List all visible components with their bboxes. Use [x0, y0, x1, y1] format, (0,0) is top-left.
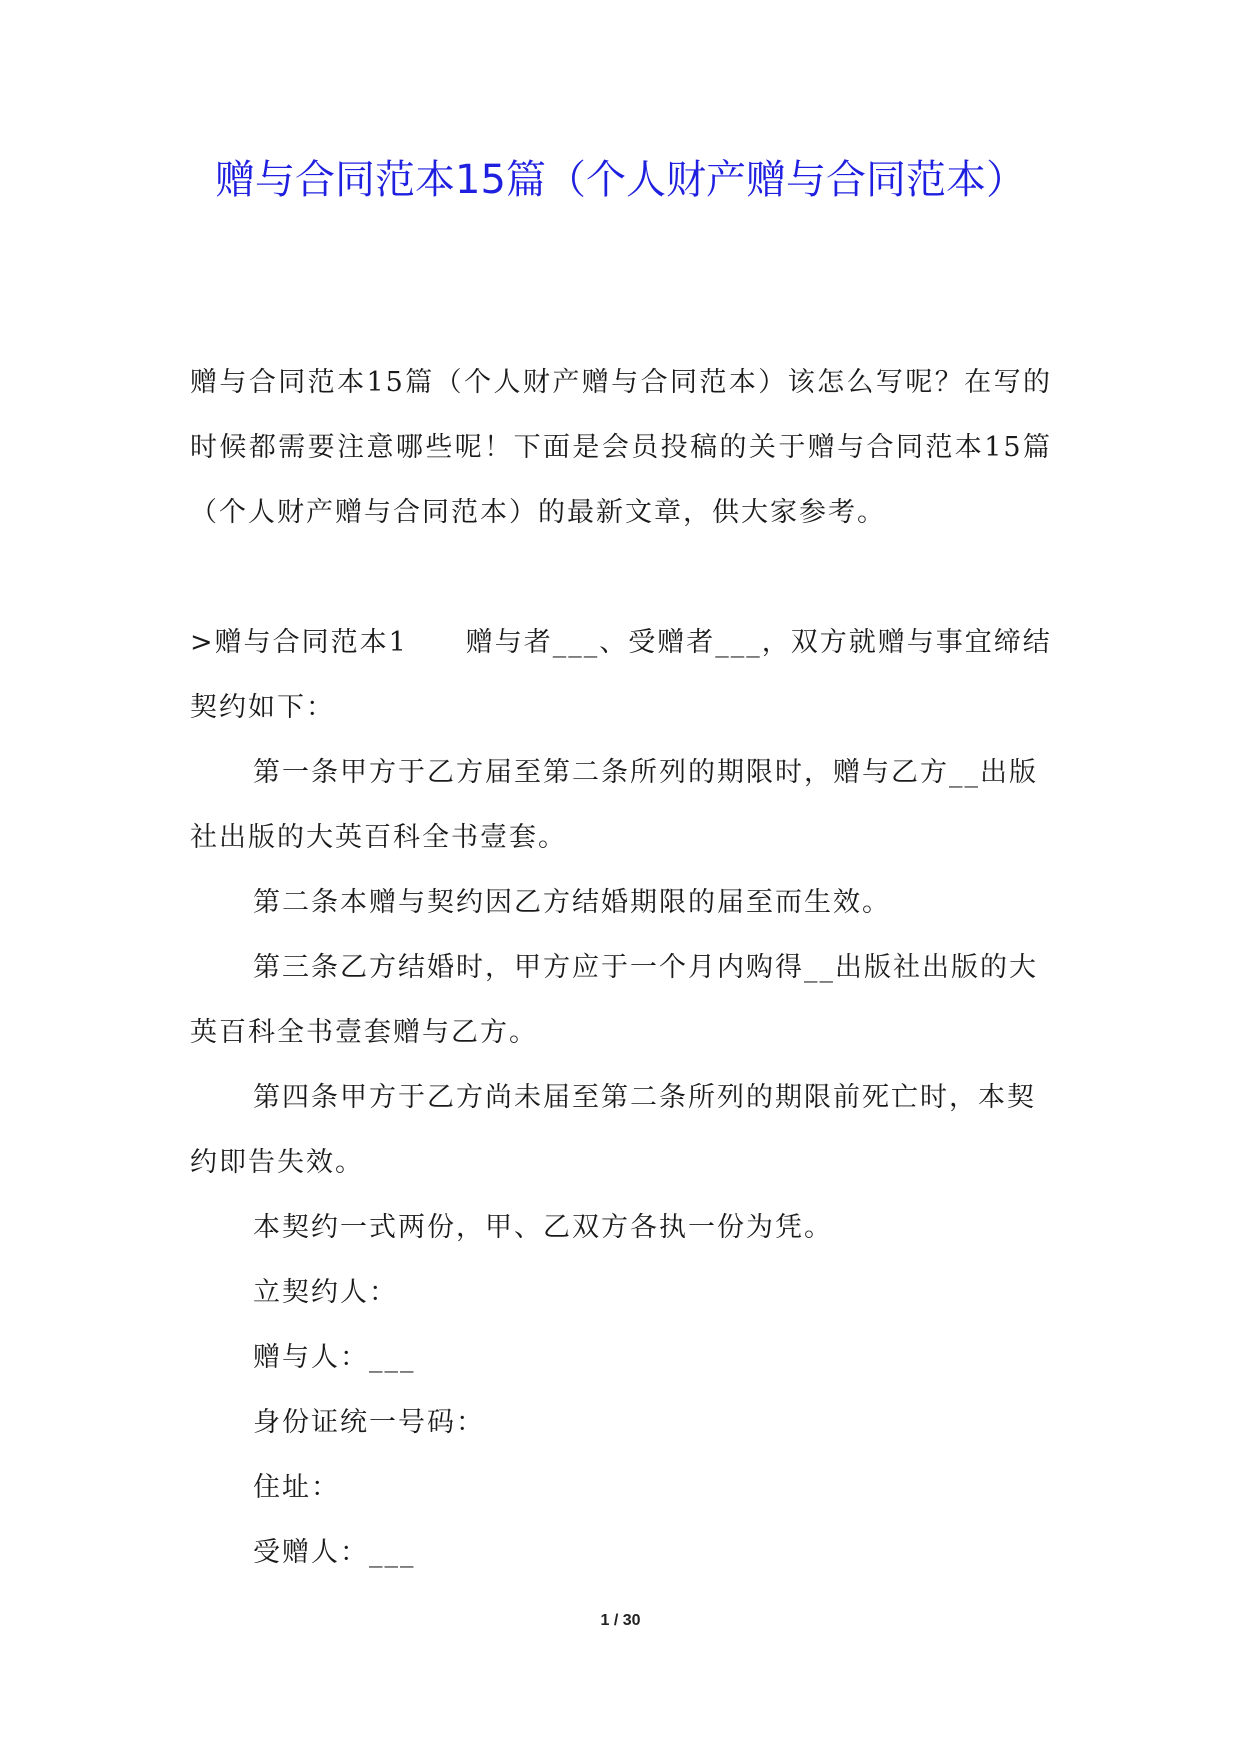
id-number-field: 身份证统一号码： — [253, 1407, 485, 1438]
clause-2: 第二条本赠与契约因乙方结婚期限的届至而生效。 — [253, 887, 891, 918]
document-title: 赠与合同范本15篇（个人财产赠与合同范本） — [215, 157, 1026, 203]
clause-3: 第三条乙方结婚时，甲方应于一个月内购得__出版社出版的大英百科全书壹套赠与乙方。 — [190, 952, 1038, 1048]
recipient-field: 受赠人：___ — [253, 1537, 416, 1568]
intro-paragraph: 赠与合同范本15篇（个人财产赠与合同范本）该怎么写呢？在写的时候都需要注意哪些呢！下面是会员投稿的关于赠与合同范本15篇（个人财产赠与合同范本）的最新文章，供大家参考。 — [190, 367, 1052, 528]
document-body — [190, 350, 1052, 1585]
address-field: 住址： — [253, 1472, 340, 1503]
page-number: 1 / 30 — [600, 1612, 641, 1629]
section-heading: >赠与合同范本1 赠与者___、受赠者___，双方就赠与事宜缔结契约如下： — [190, 627, 1052, 723]
copies-statement: 本契约一式两份，甲、乙双方各执一份为凭。 — [253, 1212, 833, 1243]
signatories-label: 立契约人： — [253, 1277, 398, 1308]
donor-field: 赠与人：___ — [253, 1342, 416, 1373]
clause-4: 第四条甲方于乙方尚未届至第二条所列的期限前死亡时，本契约即告失效。 — [190, 1082, 1036, 1178]
clause-1: 第一条甲方于乙方届至第二条所列的期限时，赠与乙方__出版社出版的大英百科全书壹套。 — [190, 757, 1038, 853]
paragraph-spacer — [190, 545, 1052, 610]
